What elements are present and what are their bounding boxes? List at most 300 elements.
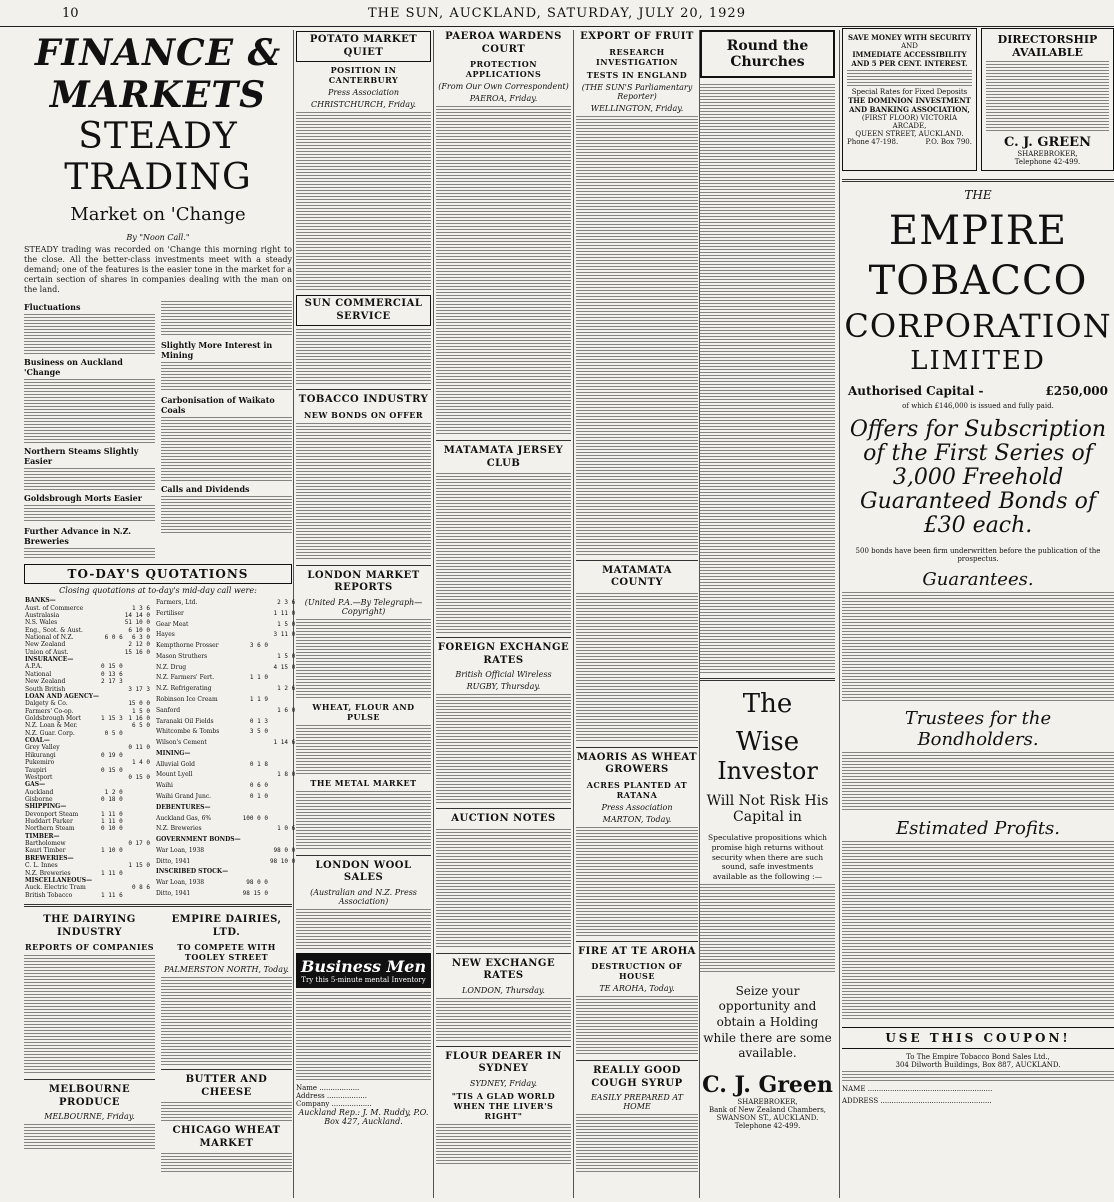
fire-subtitle: DESTRUCTION OF HOUSE [591, 961, 683, 981]
quotation-sell [124, 819, 151, 826]
wise-wise: Wise [735, 727, 800, 757]
quotation-sell: 98 10 0 [269, 857, 296, 865]
empire-the: THE [964, 188, 992, 202]
quotation-buy: 0 19 0 [101, 751, 123, 759]
quotation-row [155, 652, 296, 663]
flour-title: FLOUR DEARER IN SYDNEY [445, 1050, 562, 1074]
quotation-sell: 0 15 0 [128, 773, 150, 781]
quotation-row [155, 717, 296, 728]
quotation-name: N.Z. Refrigerating [156, 685, 212, 693]
wise-broker-name: C. J. Green [702, 1071, 833, 1098]
quotation-name: Whitcombe & Tombs [156, 728, 220, 736]
quotation-sell [124, 870, 151, 877]
quotation-buy [100, 613, 124, 620]
quotation-name: MINING— [156, 749, 191, 757]
empire-cap-label: Authorised Capital - [848, 383, 984, 398]
churches-title: Round the Churches [700, 30, 835, 78]
glad-ad-title: "TIS A GLAD WORLD WHEN THE LIVER'S RIGHT" [451, 1090, 556, 1121]
quotation-sell [124, 826, 151, 833]
dairy-title: THE DAIRYING INDUSTRY [43, 914, 136, 938]
quotation-name: South British [25, 685, 66, 693]
quotation-name: Ditto, 1941 [156, 857, 191, 865]
quotation-row [155, 857, 296, 868]
quotation-buy: 0 1 8 [249, 760, 268, 768]
masthead: THE SUN, AUCKLAND, SATURDAY, JULY 20, 1929 [368, 6, 746, 21]
empire-trustees: Trustees for the Bondholders. [904, 707, 1052, 750]
empire-profits: Estimated Profits. [895, 817, 1061, 839]
quotation-row [155, 771, 296, 782]
quotation-name: Auck. Electric Tram [25, 884, 86, 892]
finance-intro: STEADY trading was recorded on 'Change this morning right to the close. All the better-class investments meet with a steady demand; one of the features is the easier tone in the market for a certain section of shares in companies dealing with the man on the land. [24, 245, 292, 294]
quotations-table-left [24, 598, 151, 900]
quotation-sell: 2 3 6 [277, 598, 296, 606]
quotation-name: Auckland [25, 788, 54, 796]
fire-title: FIRE AT TE AROHA [578, 945, 696, 957]
quotation-name: Farmers, Ltd. [156, 598, 198, 606]
flour-dateline: SYDNEY, Friday. [469, 1078, 538, 1088]
quotation-name: Taranaki Oil Fields [156, 717, 214, 725]
quotation-name: N.S. Wales [25, 619, 58, 627]
empire-capital [848, 384, 1108, 398]
quotation-name: Bartholomew [25, 840, 66, 848]
page-header [0, 0, 1114, 27]
quotation-buy [100, 878, 124, 885]
quotation-row [155, 781, 296, 792]
quotation-name: Auckland Gas, 6% [156, 814, 212, 822]
quotation-sell [124, 811, 151, 818]
quotation-name: A.P.A. [25, 663, 43, 671]
quotation-sell: 1 2 6 [277, 685, 296, 693]
quotation-row [155, 738, 296, 749]
quotation-name: Huddart Parker [25, 818, 73, 826]
quotation-row [155, 878, 296, 889]
directorship-tel: Telephone 42-499. [1014, 158, 1081, 166]
quotation-sell: 1 5 0 [277, 652, 296, 660]
quotation-buy: 3 5 0 [249, 728, 268, 736]
potato-source: Press Association [327, 88, 400, 97]
quotation-buy [242, 630, 269, 641]
quotation-buy [242, 857, 269, 868]
quotation-sell [124, 804, 151, 811]
dominion-line5: THE DOMINION INVESTMENT AND BANKING ASSOCIATION, [848, 96, 971, 114]
quotation-name: Farmers' Co-op. [25, 707, 74, 715]
empire-offers: Offers for Subscription of the First Series of 3,000 Freehold Guaranteed Bonds of £30 each. [849, 416, 1107, 539]
matamata-county-title: MATAMATA COUNTY [602, 564, 672, 588]
directorship-ad [981, 28, 1114, 171]
quotation-row [155, 641, 296, 652]
quotation-sell [124, 730, 151, 737]
quotation-name: N.Z. Drug [156, 663, 187, 671]
dominion-line7: QUEEN STREET, AUCKLAND. [855, 130, 964, 138]
quotation-name: Union of Aust. [25, 648, 69, 656]
paeroa-subtitle: PROTECTION APPLICATIONS [465, 59, 542, 79]
quotation-buy [100, 738, 124, 745]
quotation-name: National [25, 670, 52, 678]
quotation-buy [242, 706, 269, 717]
quotation-buy: 6 0 6 [104, 634, 123, 642]
quotation-row [155, 706, 296, 717]
quotation-name: Taupiri [25, 766, 47, 774]
potato-title: POTATO MARKET QUIET [296, 31, 431, 62]
quotation-name: N.Z. Loan & Mer. [25, 722, 78, 730]
section-heading: Northern Steams Slightly Easier [24, 446, 139, 466]
empire-coupon-address-field[interactable]: ADDRESS .................................................. [842, 1096, 992, 1105]
quotation-name: COAL— [25, 737, 50, 745]
quotation-name: SHIPPING— [25, 803, 67, 811]
export-title: EXPORT OF FRUIT [580, 31, 694, 42]
dominion-box: P.O. Box 790. [925, 138, 972, 146]
quotation-buy [242, 652, 269, 663]
quotation-sell [124, 848, 151, 855]
quotation-name: Eng., Scot. & Aust. [25, 626, 83, 634]
wise-spec: Speculative propositions which promise high returns without security when there are such sound, safe investments available as the following :— [708, 833, 827, 881]
sun-service-title: SUN COMMERCIAL SERVICE [296, 295, 431, 326]
quotations-caption: Closing quotations at to-day's mid-day call were: [59, 586, 257, 595]
quotation-buy [242, 609, 269, 620]
quotation-category [24, 657, 151, 664]
quotation-buy: 0 5 0 [104, 729, 123, 737]
quotation-name: Gear Meat [156, 620, 189, 628]
quotation-sell: 1 3 6 [131, 604, 150, 612]
quotation-name: Ditto, 1941 [156, 890, 191, 898]
quotations-table-right [155, 598, 296, 900]
quotation-sell: 1 4 0 [131, 759, 150, 767]
quotation-name: Waihi [156, 782, 173, 790]
quotation-sell: 1 5 0 [131, 707, 150, 715]
quotation-name: Hayes [156, 631, 175, 639]
maoris-dateline: MARTON, Today. [602, 814, 672, 824]
quotation-name: Grey Valley [25, 744, 60, 752]
quotation-name: Alluvial Gold [156, 760, 195, 768]
quotation-name: Hikurangi [25, 751, 56, 759]
finance-headline: STEADY TRADING [64, 116, 252, 198]
quotation-name: War Loan, 1938 [156, 879, 205, 887]
quotation-buy [242, 803, 269, 814]
quotation-sell: 0 17 0 [128, 840, 150, 848]
quotation-buy: 1 11 6 [101, 891, 123, 899]
wool-source: (Australian and N.Z. Press Association) [310, 887, 417, 906]
quotation-sell: 0 8 6 [131, 884, 150, 892]
empire-coupon-name-field[interactable]: NAME ........................................................ [842, 1084, 993, 1093]
quotations-title: TO-DAY'S QUOTATIONS [24, 564, 292, 584]
business-men-footer: Auckland Rep.: J. M. Ruddy, P.O. Box 427, Auckland. [298, 1107, 429, 1126]
directorship-role: SHAREBROKER, [1017, 150, 1078, 158]
quotation-name: BREWERIES— [25, 854, 74, 862]
directorship-broker: C. J. GREEN [1003, 135, 1091, 150]
section-heading: Fluctuations [24, 302, 81, 312]
quotation-buy: 0 18 0 [101, 795, 123, 803]
quotation-sell: 1 14 6 [273, 739, 296, 747]
quotation-name: N.Z. Breweries [25, 869, 71, 877]
quotations-tables [24, 597, 296, 900]
quotation-row [155, 609, 296, 620]
quotation-name: N.Z. Farmers' Fert. [156, 674, 215, 682]
fire-dateline: TE AROHA, Today. [599, 984, 675, 993]
quotation-sell: 1 11 0 [273, 609, 296, 617]
business-men-sub: Try this 5-minute mental Inventory [301, 975, 426, 984]
quotation-buy: 0 10 0 [101, 825, 123, 833]
quotation-category [155, 803, 296, 814]
quotation-sell [124, 782, 151, 789]
quotation-sell [124, 657, 151, 664]
quotation-sell [269, 868, 296, 879]
potato-dateline: CHRISTCHURCH, Friday. [311, 100, 416, 109]
section-heading: Goldsbrough Morts Easier [24, 493, 142, 503]
quotation-buy [100, 694, 124, 701]
quotation-buy: 0 6 0 [249, 782, 268, 790]
coupon-field-name[interactable]: Name .................. [296, 1083, 360, 1092]
quotation-sell: 51 10 0 [124, 619, 150, 627]
quotation-buy [242, 771, 269, 782]
quotation-buy [242, 846, 269, 857]
quotation-sell [269, 878, 296, 889]
butter-title: BUTTER AND CHEESE [185, 1074, 268, 1098]
tobacco-industry-subtitle: NEW BONDS ON OFFER [303, 409, 423, 420]
finance-byline: By "Noon Call." [126, 233, 190, 242]
churches-column [700, 28, 835, 1130]
quotation-buy: 1 11 0 [101, 818, 123, 826]
dominion-ad [842, 28, 977, 171]
quotation-buy [242, 738, 269, 749]
quotation-sell [269, 749, 296, 760]
finance-title: FINANCE & MARKETS [34, 32, 282, 116]
quotation-sell: 1 16 0 [128, 714, 150, 722]
coupon-field-address[interactable]: Address .................. [296, 1091, 367, 1100]
quotation-buy [100, 642, 124, 649]
quotation-name: INSURANCE— [25, 656, 74, 664]
quotation-name: Aust. of Commerce [25, 604, 84, 612]
quotation-buy [242, 598, 269, 609]
section-heading: Further Advance in N.Z. Breweries [24, 526, 132, 546]
quotation-name: British Tobacco [25, 891, 73, 899]
quotation-row [155, 695, 296, 706]
chicago-title: CHICAGO WHEAT MARKET [172, 1125, 281, 1149]
quotation-buy [242, 824, 269, 835]
quotation-name: Mount Lyell [156, 771, 193, 779]
maoris-title: MAORIS AS WHEAT GROWERS [576, 751, 698, 775]
quotation-sell: 6 3 0 [131, 634, 150, 642]
empire-cap-note: of which £146,000 is issued and fully paid. [902, 401, 1054, 410]
quotation-buy [100, 605, 124, 612]
quotation-buy: 0 15 0 [101, 766, 123, 774]
wise-seize: Seize your opportunity and obtain a Holding while there are some available. [703, 983, 832, 1061]
paeroa-source: (From Our Own Correspondent) [438, 82, 569, 91]
quotation-buy: 1 2 0 [104, 788, 123, 796]
quotation-sell [269, 781, 296, 792]
quotation-sell: 1 15 0 [128, 862, 150, 870]
quotation-name: New Zealand [25, 678, 66, 686]
quotation-name: War Loan, 1938 [156, 846, 205, 854]
melbourne-title: MELBOURNE PRODUCE [48, 1084, 131, 1108]
export-sub2: TESTS IN ENGLAND [586, 69, 688, 80]
section-heading: Business on Auckland 'Change [24, 357, 123, 377]
quotation-buy [100, 701, 124, 708]
quotation-name: LOAN AND AGENCY— [25, 692, 100, 700]
quotation-buy [100, 834, 124, 841]
auction-title: AUCTION NOTES [451, 813, 556, 824]
quotation-row [155, 684, 296, 695]
quotation-buy: 98 0 0 [246, 879, 268, 887]
foreign-exchange-source: British Official Wireless [455, 670, 552, 679]
quotation-row [155, 598, 296, 609]
quotation-sell [269, 717, 296, 728]
quotation-buy: 0 13 6 [101, 670, 123, 678]
quotation-buy: 3 6 0 [249, 642, 268, 650]
melbourne-dateline: MELBOURNE, Friday. [44, 1112, 135, 1121]
quotation-buy: 1 11 0 [101, 869, 123, 877]
quotation-buy [100, 775, 124, 782]
quotation-name: C. L. Innes [25, 862, 58, 870]
quotation-name: INSCRIBED STOCK— [156, 868, 229, 876]
quotation-sell: 6 5 0 [131, 722, 150, 730]
quotation-sell: 14 14 0 [124, 611, 150, 619]
quotation-sell: 1 6 0 [277, 706, 296, 714]
finance-column [24, 28, 296, 1175]
quotation-buy [100, 686, 124, 693]
wheat-flour-subtitle: WHEAT, FLOUR AND PULSE [312, 701, 415, 722]
quotation-sell: 1 0 6 [277, 825, 296, 833]
potato-subtitle: POSITION IN CANTERBURY [328, 65, 399, 85]
column-rule [573, 30, 574, 1198]
paeroa-dateline: PAEROA, Friday. [469, 94, 538, 103]
dominion-line4: Special Rates for Fixed Deposits [851, 88, 968, 96]
coupon-field-company[interactable]: Company .................. [296, 1099, 372, 1108]
wise-the: The [742, 689, 793, 719]
wise-broker-tel: Telephone 42-499. [734, 1121, 801, 1130]
quotation-buy: 1 10 0 [101, 847, 123, 855]
quotation-sell [269, 727, 296, 738]
quotation-name: Robinson Ice Cream [156, 695, 218, 703]
page-number: 10 [62, 6, 79, 21]
london-market-title: LONDON MARKET REPORTS [307, 569, 420, 593]
empire-guarantees: Guarantees. [922, 568, 1034, 590]
quotation-buy [100, 650, 124, 657]
quotation-sell [269, 835, 296, 846]
quotation-name: Wilson's Cement [156, 739, 207, 747]
dominion-line6: (FIRST FLOOR) VICTORIA ARCADE, [861, 114, 958, 130]
dominion-phone: Phone 47-198. [847, 138, 899, 146]
quotation-sell [269, 760, 296, 771]
new-exchange-dateline: LONDON, Thursday. [462, 985, 545, 995]
empire-coupon-title: USE THIS COUPON! [842, 1027, 1114, 1049]
quotation-buy [242, 868, 269, 879]
wise-investor: Investor [717, 757, 818, 785]
section-heading: Carbonisation of Waikato Coals [161, 395, 275, 415]
quotation-buy: 98 15 0 [242, 890, 268, 898]
quotation-sell: 3 11 0 [273, 631, 296, 639]
london-market-source: (United P.A.—By Telegraph—Copyright) [304, 597, 423, 616]
empire-coupon-addr: 304 Dilworth Buildings, Box 887, AUCKLAND. [895, 1060, 1061, 1069]
foreign-exchange-dateline: RUGBY, Thursday. [466, 682, 541, 691]
empire-name3: CORPORATION [844, 307, 1112, 345]
quotation-row [155, 889, 296, 900]
quotation-name: GAS— [25, 781, 46, 789]
quotation-name: MISCELLANEOUS— [25, 876, 93, 884]
quotation-sell: 1 8 0 [277, 771, 296, 779]
quotation-name: BANKS— [25, 597, 56, 605]
quotation-name: Pukemiro [25, 759, 55, 767]
paeroa-title: PAEROA WARDENS COURT [445, 31, 562, 55]
quotation-name: Kempthorne Prosser [156, 642, 219, 650]
export-subtitle: RESEARCH INVESTIGATION [596, 46, 678, 67]
quotation-row [155, 814, 296, 825]
dairy-subtitle: REPORTS OF COMPANIES [25, 942, 154, 952]
quotation-buy [242, 749, 269, 760]
quotation-buy [242, 620, 269, 631]
quotation-buy: 1 1 9 [249, 695, 268, 703]
column-rule [839, 30, 840, 1198]
quotation-sell: 4 15 0 [273, 663, 296, 671]
quotation-sell [269, 889, 296, 900]
quotation-buy: 100 0 0 [242, 814, 268, 822]
quotation-buy: 2 17 3 [101, 678, 123, 686]
quotation-name: Kauri Timber [25, 847, 66, 855]
quotation-name: TIMBER— [25, 832, 60, 840]
quotation-sell [269, 792, 296, 803]
quotation-sell: 15 0 0 [128, 700, 150, 708]
quotation-name: DEBENTURES— [156, 803, 211, 811]
empire-cap-value: £250,000 [1045, 383, 1108, 398]
quotation-sell [269, 814, 296, 825]
quotation-sell: 3 17 3 [128, 685, 150, 693]
quotation-sell [269, 641, 296, 652]
quotation-buy [242, 835, 269, 846]
empire-bonds-note: 500 bonds have been firm underwritten before the publication of the prospectus. [855, 546, 1101, 563]
quotation-buy: 1 1 0 [249, 674, 268, 682]
empire-name1: EMPIRE [888, 208, 1068, 254]
cough-title: REALLY GOOD COUGH SYRUP [591, 1065, 683, 1089]
wise-broker-role: SHAREBROKER, [737, 1097, 798, 1106]
quotation-sell: 0 11 0 [128, 744, 150, 752]
quotation-row [155, 760, 296, 771]
quotation-category [155, 749, 296, 760]
business-men-title: Business Men [300, 956, 427, 976]
wise-risk: Will Not Risk His Capital in [706, 793, 829, 825]
finance-subhead: Market on 'Change [70, 204, 246, 225]
quotation-row [155, 673, 296, 684]
wise-broker-addr: Bank of New Zealand Chambers, SWANSON ST., AUCKLAND. [708, 1105, 827, 1122]
cough-sub: EASILY PREPARED AT HOME [590, 1093, 684, 1111]
dominion-line3: IMMEDIATE ACCESSIBILITY AND 5 PER CENT. INTEREST. [851, 50, 968, 68]
foreign-exchange-title: FOREIGN EXCHANGE RATES [437, 642, 570, 666]
quotation-buy [242, 663, 269, 674]
export-source: (THE SUN'S Parliamentary Reporter) [581, 82, 693, 101]
quotation-name: Waihi Grand Junc. [156, 793, 212, 800]
quotation-name: Sanford [156, 706, 181, 714]
quotation-name: New Zealand [25, 641, 66, 649]
maoris-subtitle: ACRES PLANTED AT RATANA [586, 779, 688, 800]
quotation-row [155, 630, 296, 641]
quotation-row [155, 663, 296, 674]
quotation-name: N.Z. Breweries [156, 825, 202, 833]
empire-ltd: LIMITED [910, 345, 1046, 376]
quotation-sell: 2 12 0 [128, 641, 150, 649]
tobacco-industry-title: TOBACCO INDUSTRY [298, 394, 429, 405]
quotation-sell: 1 5 0 [277, 620, 296, 628]
empire-dairies-title: EMPIRE DAIRIES, LTD. [171, 914, 282, 938]
dominion-line1: SAVE MONEY WITH SECURITY [848, 33, 971, 42]
market-column [296, 28, 431, 1129]
news-column [436, 28, 571, 1166]
quotation-buy: 1 15 3 [101, 714, 123, 722]
quotation-buy: 0 1 0 [249, 793, 268, 800]
quotation-buy [100, 856, 124, 863]
quotation-sell [124, 797, 151, 804]
empire-column [842, 28, 1114, 1105]
quotation-row [155, 824, 296, 835]
quotation-name: Goldsbrough Mort [25, 714, 82, 722]
business-men-banner [296, 953, 431, 988]
